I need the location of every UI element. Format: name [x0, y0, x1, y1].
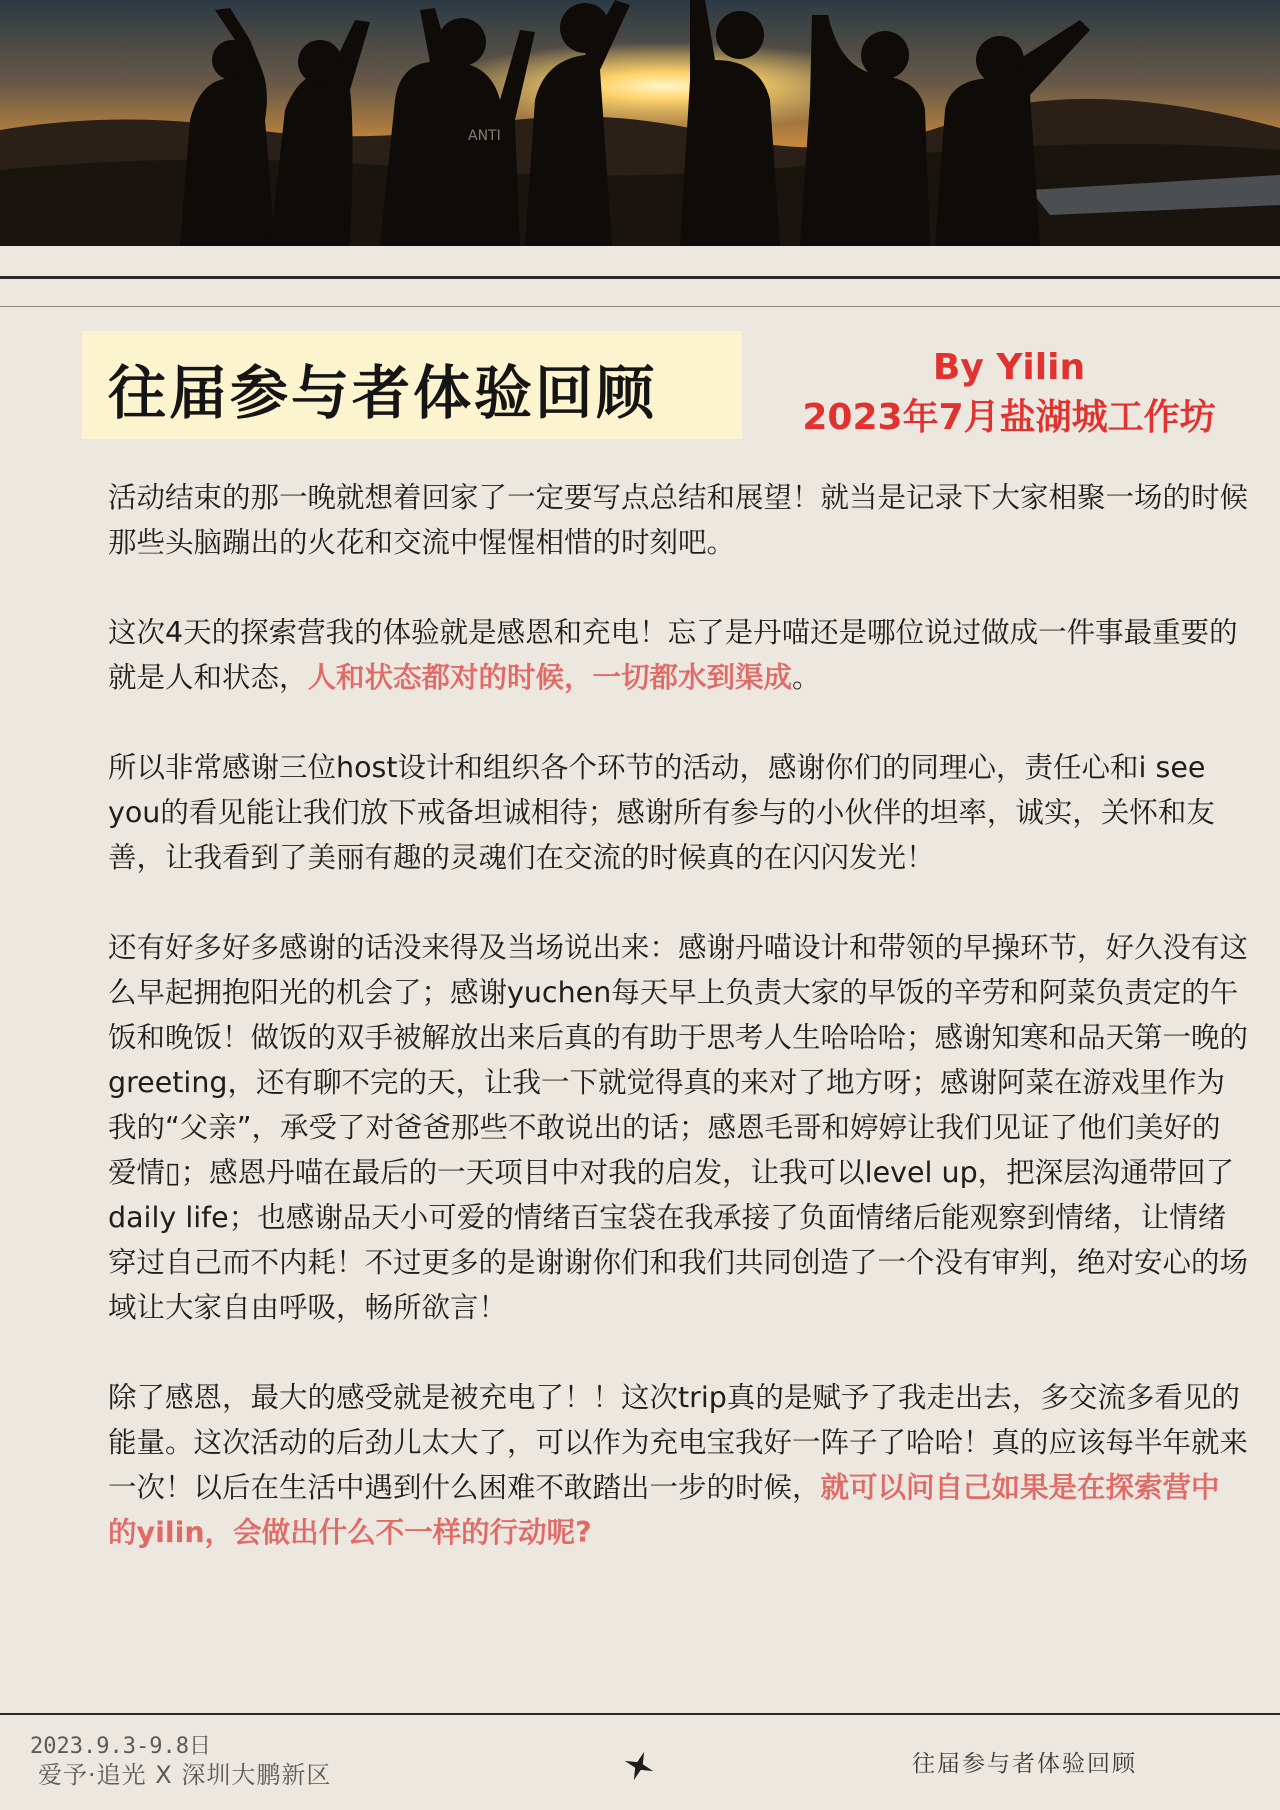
paragraph-5-text: 除了感恩，最大的感受就是被充电了！！这次trip真的是赋予了我走出去，多交流多看见的能量。这次活动的后劲儿太大了，可以作为充电宝我好一阵子了哈哈！真的应该每半年就来一次！以后在生活中遇到什么困难不敢踏出一步的时候，: [108, 1381, 1249, 1504]
paragraph-2: [108, 610, 1248, 700]
top-divider-thin: [0, 306, 1280, 307]
paragraph-5: [108, 1375, 1248, 1555]
byline-author: By Yilin: [932, 347, 1086, 388]
byline-event: 2023年7月盐湖城工作坊: [802, 397, 1216, 438]
paragraph-5-highlight: 就可以问自己如果是在探索营中的yilin，会做出什么不一样的行动呢?: [108, 1471, 1220, 1549]
paragraph-2-end: 。: [792, 661, 821, 694]
footer-date: 2023.9.3-9.8日: [30, 1734, 211, 1759]
byline: [770, 344, 1248, 444]
bottom-divider: [0, 1713, 1280, 1715]
paragraph-4: 还有好多好多感谢的话没来得及当场说出来：感谢丹喵设计和带领的早操环节，好久没有这么早起拥抱阳光的机会了；感谢yuchen每天早上负责大家的早饭的辛劳和阿菜负责定的午饭和晚饭！做饭的双手被解放出来后真的有助于思考人生哈哈哈；感谢知寒和品天第一晚的greeting，还有聊不完的天，让我一下就觉得真的来对了地方呀；感谢阿菜在游戏里作为我的“父亲”，承受了对爸爸那些不敢说出的话；感恩毛哥和婷婷让我们见证了他们美好的爱情▯；感恩丹喵在最后的一天项目中对我的启发，让我可以level up，把深层沟通带回了daily life；也感谢品天小可爱的情绪百宝袋在我承接了负面情绪后能观察到情绪，让情绪穿过自己而不内耗！不过更多的是谢谢你们和我们共同创造了一个没有审判，绝对安心的场域让大家自由呼吸，畅所欲言！: [108, 931, 1249, 1324]
svg-text:ANTI: ANTI: [468, 128, 501, 144]
footer-org: 爱予·追光 X 深圳大鹏新区: [38, 1761, 332, 1789]
article-body: [108, 475, 1248, 1600]
paragraph-1: 活动结束的那一晚就想着回家了一定要写点总结和展望！就当是记录下大家相聚一场的时候那些头脑蹦出的火花和交流中惺惺相惜的时刻吧。: [108, 481, 1249, 559]
paragraph-2-text: 这次4天的探索营我的体验就是感恩和充电！忘了是丹喵还是哪位说过做成一件事最重要的就是人和状态，: [108, 616, 1238, 694]
footer-info: [30, 1732, 331, 1790]
top-divider: [0, 276, 1280, 279]
hero-photo: [0, 0, 1280, 246]
four-point-star-icon: [624, 1751, 654, 1781]
footer-page-label: 往届参与者体验回顾: [912, 1751, 1137, 1777]
paragraph-3: 所以非常感谢三位host设计和组织各个环节的活动，感谢你们的同理心，责任心和i see you的看见能让我们放下戒备坦诚相待；感谢所有参与的小伙伴的坦率，诚实，关怀和友善，让我看到了美丽有趣的灵魂们在交流的时候真的在闪闪发光！: [108, 751, 1215, 874]
page-title: 往届参与者体验回顾: [108, 359, 658, 427]
paragraph-2-highlight: 人和状态都对的时候，一切都水到渠成: [307, 661, 793, 694]
